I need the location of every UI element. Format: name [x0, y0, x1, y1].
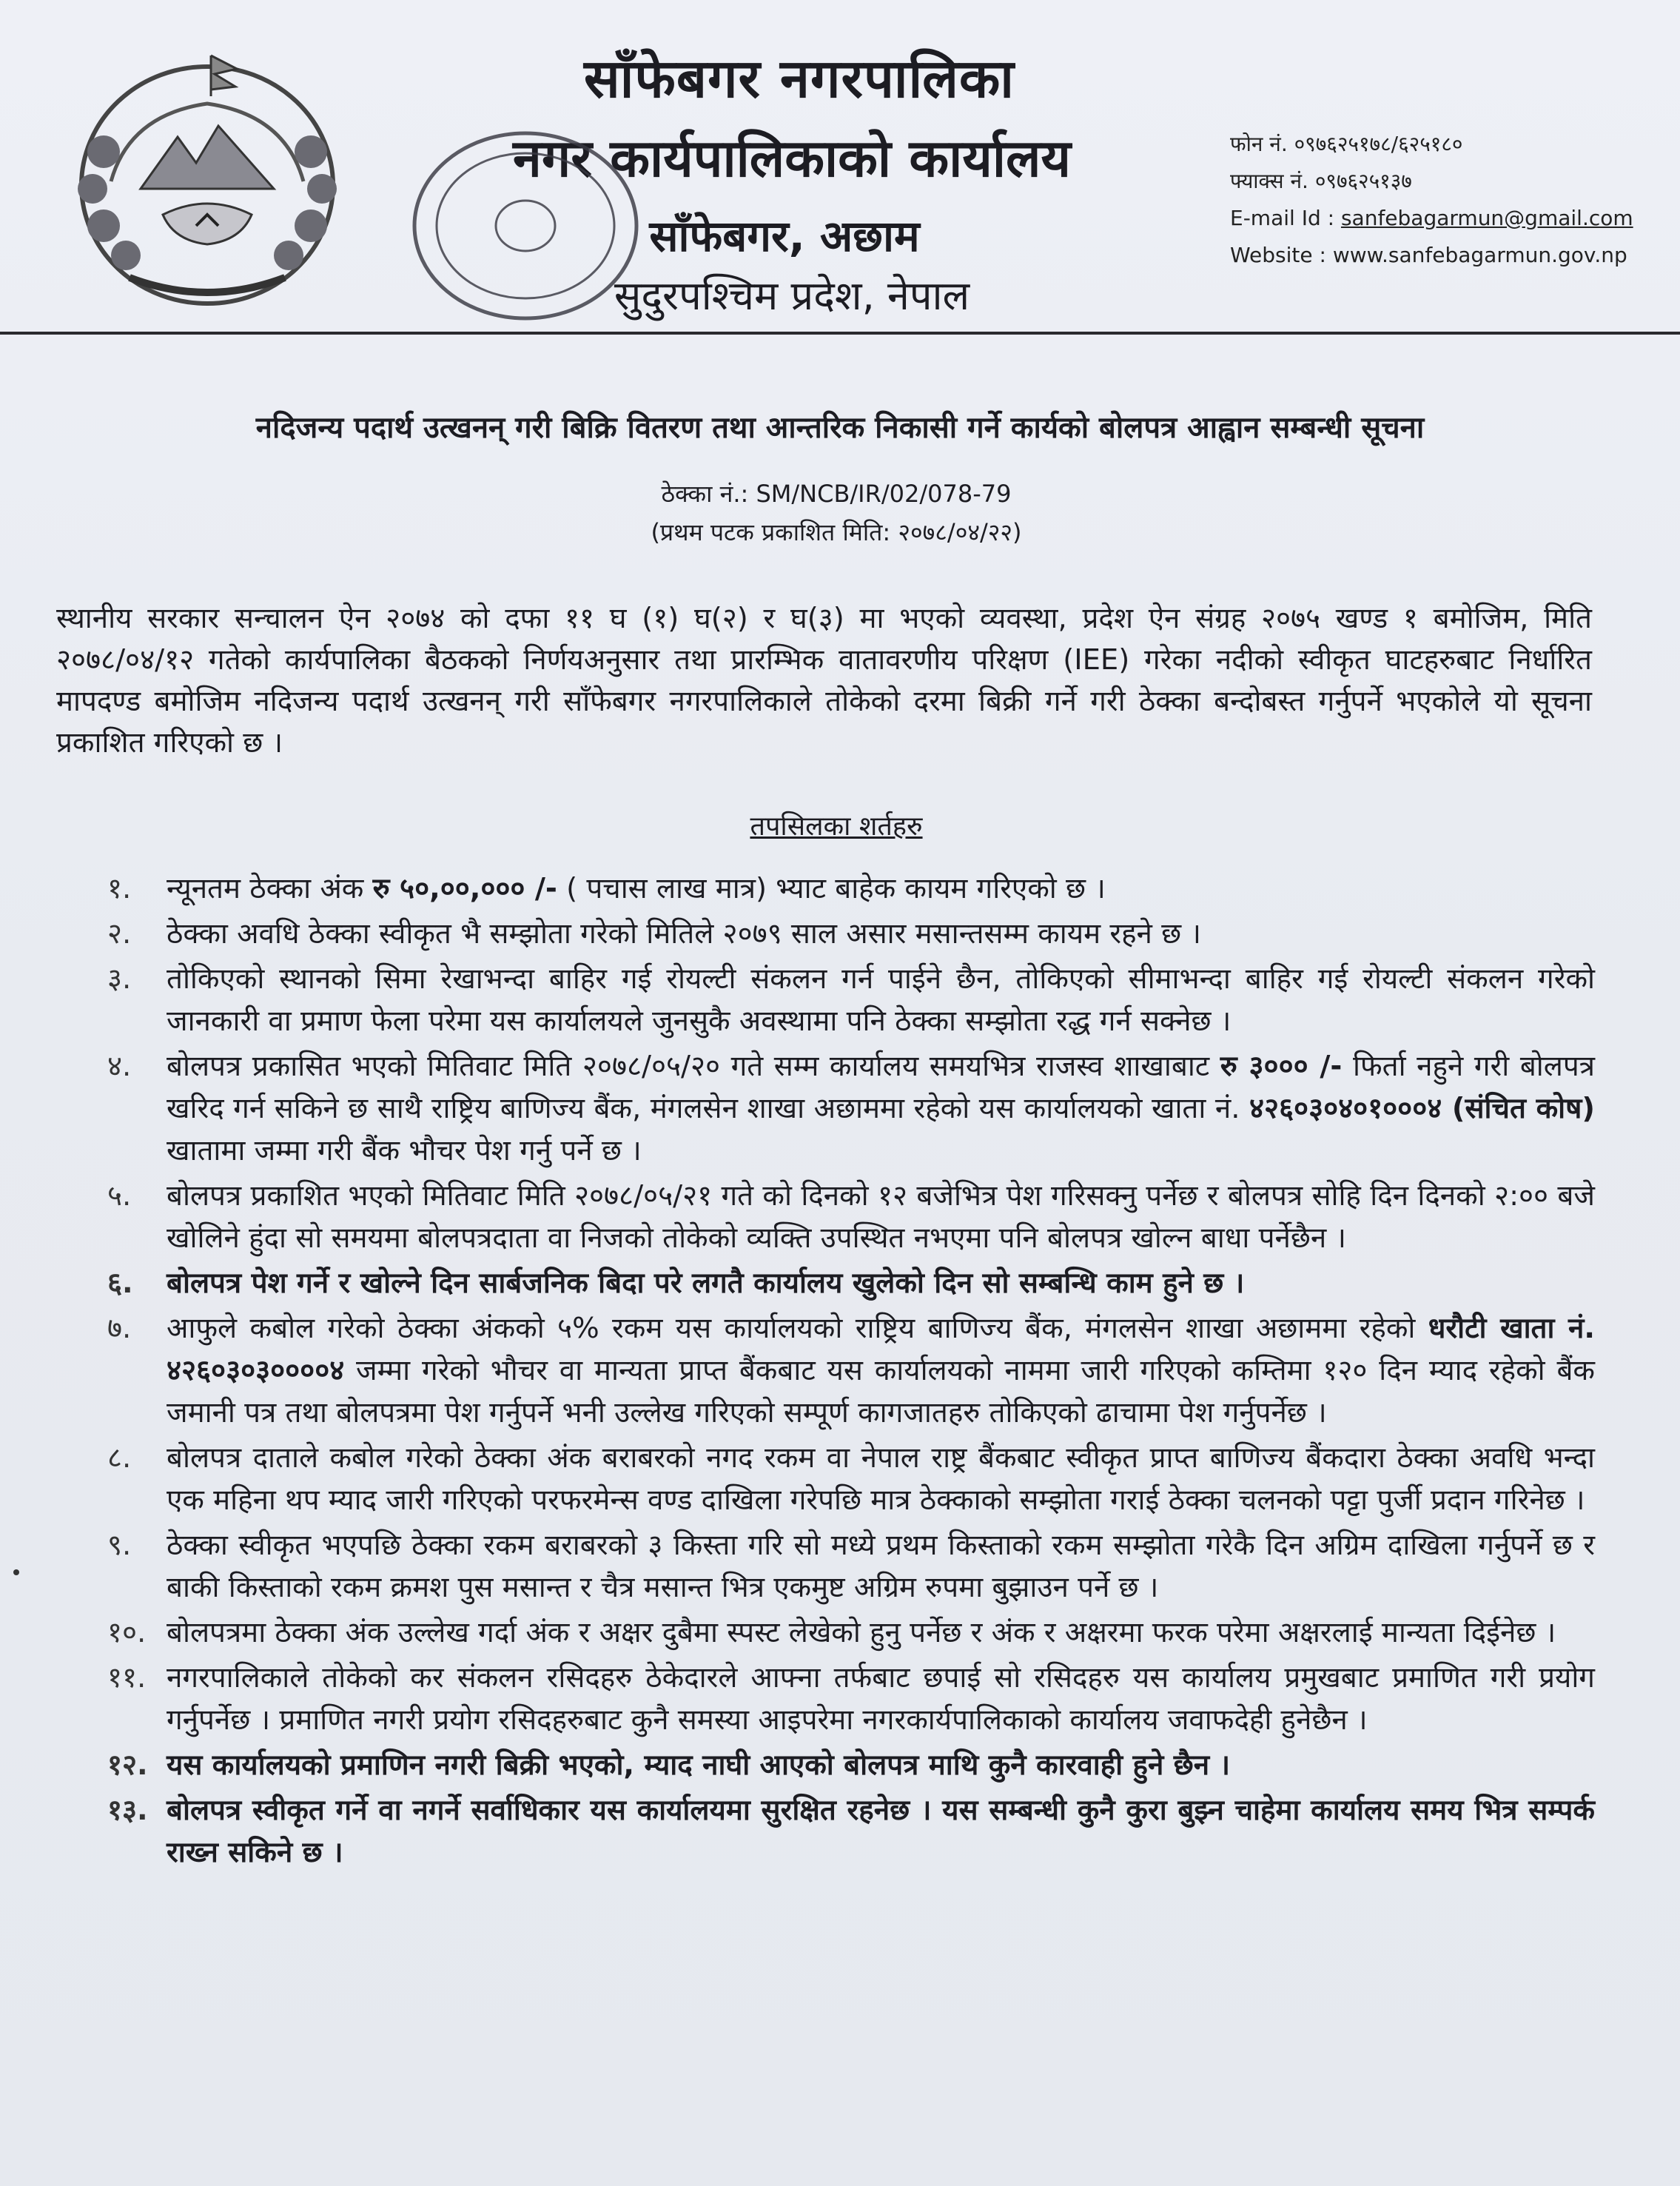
office-name: नगर कार्यपालिकाको कार्यालय: [512, 128, 1072, 189]
term-number: १०.: [107, 1616, 147, 1649]
term-item: [107, 1437, 1595, 1521]
term-item: [107, 1307, 1595, 1434]
term-account-number: ४२६०३०४०१०००४ (संचित कोष): [1249, 1092, 1595, 1125]
term-account-number: धरौटी खाता नं. ४२६०३०३००००४: [167, 1312, 1595, 1387]
contract-number: ठेक्का नं.: SM/NCB/IR/02/078-79: [661, 480, 1012, 508]
terms-heading: तपसिलका शर्तहरु: [750, 811, 923, 842]
term-text: बोलपत्र प्रकासित भएको मितिवाट मिति २०७८/०५/२० गते सम्म कार्यालय समयभित्र राजस्व शाखाबाट: [167, 1050, 1220, 1083]
term-item: [107, 1657, 1595, 1741]
term-text: बोलपत्र पेश गर्ने र खोल्ने दिन सार्बजनिक बिदा परे लगतै कार्यालय खुलेको दिन सो सम्बन्धि काम हुने छ ।: [167, 1267, 1245, 1300]
term-item: [107, 868, 1595, 910]
term-number: १३.: [107, 1794, 148, 1827]
email-label: E-mail Id :: [1230, 206, 1341, 230]
term-text: यस कार्यालयको प्रमाणिन नगरी बिक्री भएको, म्याद नाघी आएको बोलपत्र माथि कुनै कारवाही हुने छैन ।: [167, 1749, 1231, 1782]
term-text: ठेक्का स्वीकृत भएपछि ठेक्का रकम बराबरको ३ किस्ता गरि सो मध्ये प्रथम किस्ताको रकम सम्झोता गरेकै दिन अग्रिम दाखिला गर्नुपर्ने छ र बाकी किस्ताको रकम क्रमश पुस मसान्त र चैत्र मसान्त भित्र एकमुष्ट अग्रिम रुपमा बुझाउन पर्ने छ ।: [167, 1529, 1595, 1604]
term-item: [107, 958, 1595, 1042]
term-text: बोलपत्र स्वीकृत गर्ने वा नगर्ने सर्वाधिकार यस कार्यालयमा सुरक्षित रहनेछ । यस सम्बन्धी कुनै कुरा बुझ्न चाहेमा कार्यालय समय भित्र सम्पर्क राख्न सकिने छ ।: [167, 1794, 1595, 1869]
term-amount: रु ३००० /-: [1220, 1050, 1343, 1083]
term-text: बोलपत्र दाताले कबोल गरेको ठेक्का अंक बराबरको नगद रकम वा नेपाल राष्ट्र बैंकबाट स्वीकृत प्राप्त बाणिज्य बैंकदारा ठेक्का अवधि भन्दा एक महिना थप म्याद जारी गरिएको परफरमेन्स वण्ड दाखिला गरेपछि मात्र ठेक्काको सम्झोता गराई ठेक्का चलनको पट्टा पुर्जी प्रदान गरिनेछ ।: [167, 1441, 1595, 1517]
term-number: १.: [107, 872, 132, 905]
term-item: [107, 1175, 1595, 1259]
term-number: ७.: [107, 1312, 132, 1345]
term-number: १२.: [107, 1749, 148, 1782]
term-text: खातामा जम्मा गरी बैंक भौचर पेश गर्नु पर्ने छ ।: [167, 1134, 642, 1167]
office-location: साँफेबगर, अछाम: [649, 211, 920, 261]
term-amount: रु ५०,००,००० /-: [372, 872, 557, 905]
term-number: ८.: [107, 1441, 132, 1475]
first-publication-date: (प्रथम पटक प्रकाशित मिति: २०७८/०४/२२): [651, 518, 1022, 546]
term-number: ६.: [107, 1267, 133, 1300]
office-seal-stamp-icon: [396, 118, 648, 333]
term-item: [107, 1789, 1595, 1874]
email-row: [1230, 200, 1674, 237]
term-text: बोलपत्रमा ठेक्का अंक उल्लेख गर्दा अंक र अक्षर दुबैमा स्पस्ट लेखेको हुनु पर्नेछ र अंक र अक्षरमा फरक परेमा अक्षरलाई मान्यता दिईनेछ ।: [167, 1616, 1556, 1649]
email-link[interactable]: sanfebagarmun@gmail.com: [1340, 206, 1633, 230]
header-divider: [0, 332, 1680, 335]
term-item: [107, 1262, 1595, 1304]
term-item: [107, 1045, 1595, 1172]
phone-number: फोन नं. ०९७६२५१७८/६२५१८०: [1230, 132, 1463, 156]
term-item: [107, 1744, 1595, 1786]
term-text: ठेक्का अवधि ठेक्का स्वीकृत भै सम्झोता गरेको मितिले २०७९ साल असार मसान्तसम्म कायम रहने छ ।: [167, 917, 1201, 950]
term-number: ५.: [107, 1179, 132, 1213]
term-number: ११.: [107, 1661, 147, 1694]
term-text: नगरपालिकाले तोकेको कर संकलन रसिदहरु ठेकेदारले आफ्ना तर्फबाट छपाई सो रसिदहरु यस कार्यालय प्रमुखबाट प्रमाणित गरी प्रयोग गर्नुपर्नेछ । प्रमाणित नगरी प्रयोग रसिदहरुबाट कुनै समस्या आइपरेमा नगरकार्यपालिकाको कार्यालय जवाफदेही हुनेछैन ।: [167, 1661, 1595, 1737]
term-text: ( पचास लाख मात्र) भ्याट बाहेक कायम गरिएको छ ।: [557, 872, 1106, 905]
website-row: [1230, 237, 1674, 274]
term-text: जम्मा गरेको भौचर वा मान्यता प्राप्त बैंकबाट यस कार्यालयको नाममा जारी गरिएको कम्तिमा १२० दिन म्याद रहेको बैंक जमानी पत्र तथा बोलपत्रमा पेश गर्नुपर्ने भनी उल्लेख गरिएको सम्पूर्ण कागजातहरु तोकिएको ढाचामा पेश गर्नुपर्नेछ ।: [167, 1354, 1595, 1429]
term-item: [107, 913, 1595, 955]
margin-mark: [13, 1569, 19, 1575]
term-number: २.: [107, 917, 132, 950]
nepal-emblem-icon: [59, 41, 355, 315]
term-number: ४.: [107, 1050, 132, 1083]
term-text: फिर्ता नहुने गरी बोलपत्र खरिद गर्न सकिने छ साथै राष्ट्रिय बाणिज्य बैंक, मंगलसेन शाखा अछाममा रहेको यस कार्यालयको खाता नं.: [167, 1050, 1596, 1125]
term-text: बोलपत्र प्रकाशित भएको मितिवाट मिति २०७८/०५/२१ गते को दिनको १२ बजेभित्र पेश गरिसक्नु पर्नेछ र बोलपत्र सोहि दिन दिनको २:०० बजे खोलिने हुंदा सो समयमा बोलपत्रदाता वा निजको तोकेको व्यक्ति उपस्थित नभएमा पनि बोलपत्र खोल्न बाधा पर्नेछैन ।: [167, 1179, 1595, 1255]
contact-details: [1230, 126, 1674, 274]
province-name: सुदुरपश्चिम प्रदेश, नेपाल: [614, 272, 970, 319]
municipality-name: साँफेबगर नगरपालिका: [584, 47, 1015, 110]
intro-paragraph: स्थानीय सरकार सन्चालन ऐन २०७४ को दफा ११ घ (१) घ(२) र घ(३) मा भएको व्यवस्था, प्रदेश ऐन संग्रह २०७५ खण्ड १ बमोजिम, मिति २०७८/०४/१२ गतेको कार्यपालिका बैठकको निर्णयअनुसार तथा प्रारम्भिक वातावरणीय परिक्षण (IEE) गरेका नदीको स्वीकृत घाटहरुबाट निर्धारित मापदण्ड बमोजिम नदिजन्य पदार्थ उत्खनन् गरी साँफेबगर नगरपालिकाले तोकेको दरमा बिक्री गर्ने गरी ठेक्का बन्दोबस्त गर्नुपर्ने भएकोले यो सूचना प्रकाशित गरिएको छ ।: [56, 602, 1592, 760]
fax-number: फ्याक्स नं. ०९७६२५१३७: [1230, 169, 1412, 193]
term-number: ३.: [107, 962, 132, 996]
terms-list: [107, 868, 1595, 1877]
term-item: [107, 1612, 1595, 1654]
term-text: न्यूनतम ठेक्का अंक: [167, 872, 373, 905]
website-link[interactable]: www.sanfebagarmun.gov.np: [1332, 243, 1627, 267]
notice-title: नदिजन्य पदार्थ उत्खनन् गरी बिक्रि वितरण तथा आन्तरिक निकासी गर्ने कार्यको बोलपत्र आह्वान सम्बन्धी सूचना: [255, 411, 1425, 445]
term-text: आफुले कबोल गरेको ठेक्का अंकको ५% रकम यस कार्यालयको राष्ट्रिय बाणिज्य बैंक, मंगलसेन शाखा अछाममा रहेको: [167, 1312, 1428, 1345]
term-text: तोकिएको स्थानको सिमा रेखाभन्दा बाहिर गई रोयल्टी संकलन गर्न पाईने छैन, तोकिएको सीमाभन्दा बाहिर गई रोयल्टी संकलन गरेको जानकारी वा प्रमाण फेला परेमा यस कार्यालयले जुनसुकै अवस्थामा पनि ठेक्का सम्झोता रद्ध गर्न सक्नेछ ।: [167, 962, 1595, 1038]
term-number: ९.: [107, 1529, 132, 1562]
term-item: [107, 1524, 1595, 1609]
website-label: Website :: [1230, 243, 1333, 267]
